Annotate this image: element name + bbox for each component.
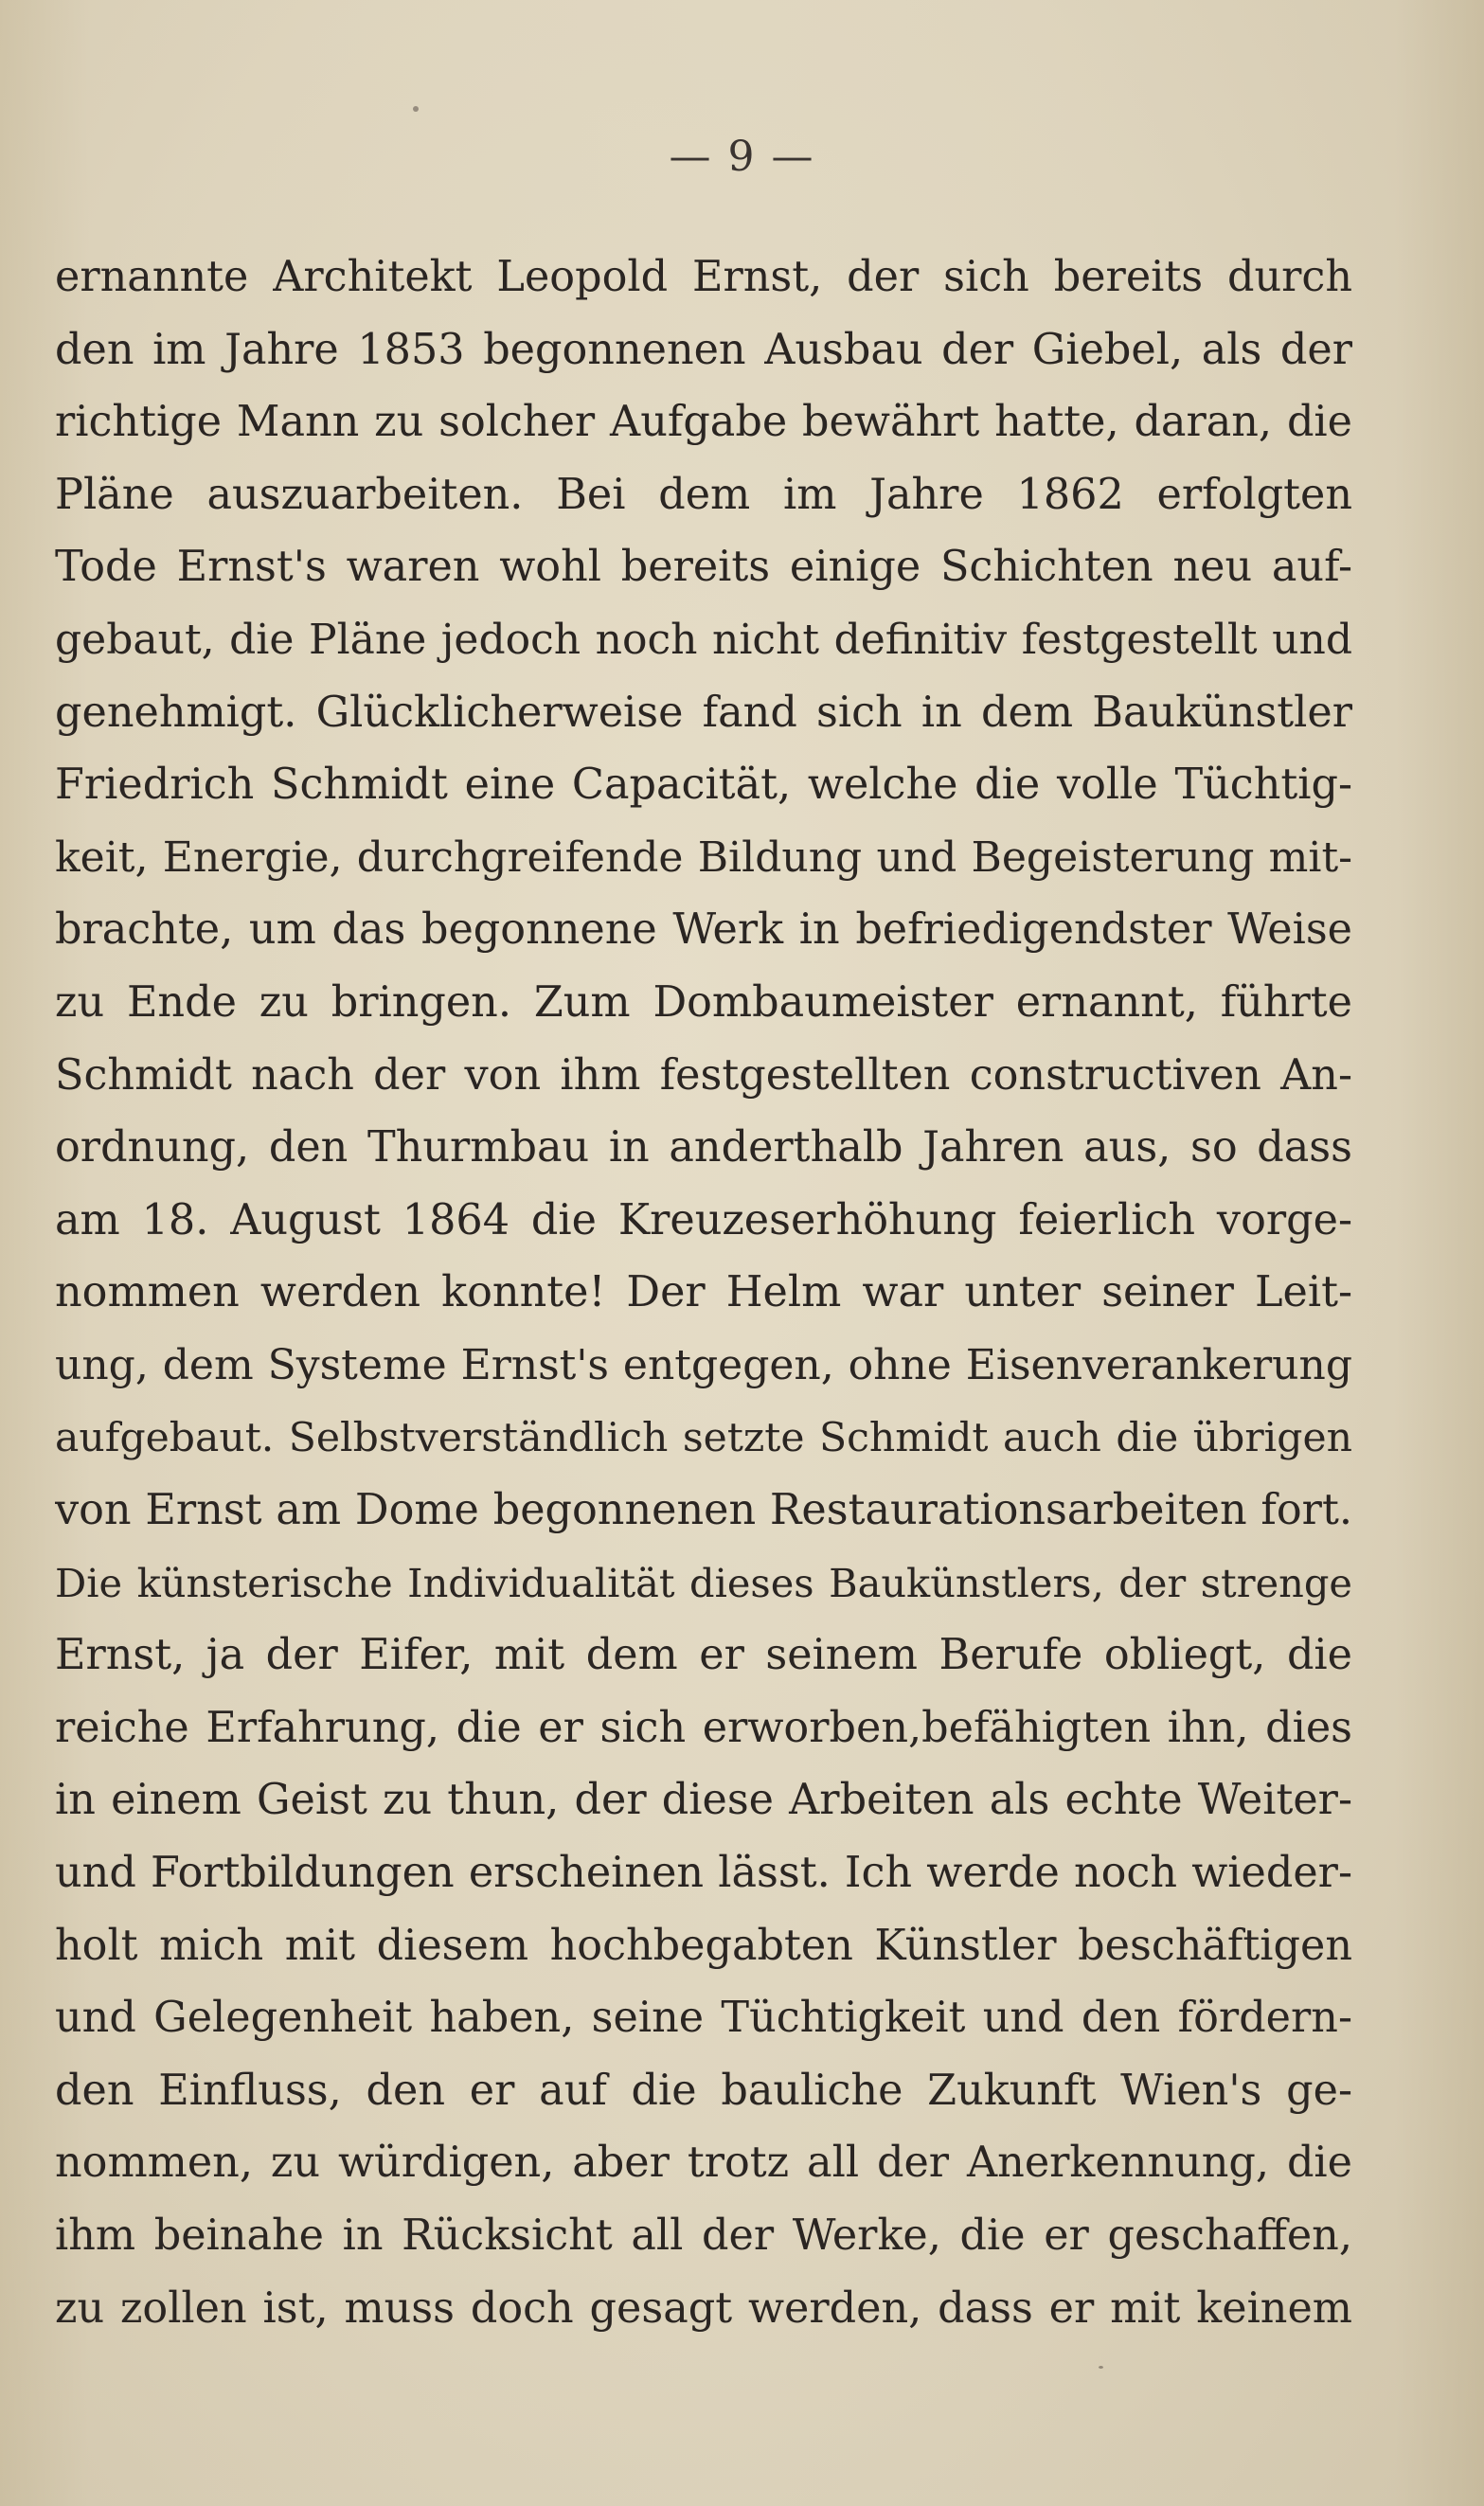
text-line: von Ernst am Dome begonnenen Restaurationsarbeiten fort. <box>55 1486 1352 1535</box>
text-line: ung, dem Systeme Ernst's entgegen, ohne Eisenverankerung <box>55 1340 1352 1389</box>
text-line: am 18. August 1864 die Kreuzeserhöhung feierlich vorge- <box>55 1195 1352 1244</box>
text-line: reiche Erfahrung, die er sich erworben,befähigten ihn, dies <box>55 1703 1352 1752</box>
text-line: Friedrich Schmidt eine Capacität, welche die volle Tüchtig- <box>55 761 1352 810</box>
text-line: und Fortbildungen erscheinen lässt. Ich werde noch wieder- <box>55 1849 1352 1898</box>
text-line: holt mich mit diesem hochbegabten Künstler beschäftigen <box>55 1921 1352 1970</box>
text-line: Pläne auszuarbeiten. Bei dem im Jahre 1862 erfolgten <box>55 470 1352 519</box>
text-line: zu Ende zu bringen. Zum Dombaumeister ernannt, führte <box>55 977 1352 1027</box>
text-line: nommen, zu würdigen, aber trotz all der Anerkennung, die <box>55 2139 1352 2188</box>
text-line: brachte, um das begonnene Werk in befriedigendster Weise <box>55 905 1352 955</box>
text-line: Ernst, ja der Eifer, mit dem er seinem Berufe obliegt, die <box>55 1631 1352 1680</box>
page-number: — 9 — <box>669 133 815 181</box>
text-line: Tode Ernst's waren wohl bereits einige Schichten neu auf- <box>55 543 1352 592</box>
text-line: richtige Mann zu solcher Aufgabe bewährt hatte, daran, die <box>55 398 1352 447</box>
text-line: gebaut, die Pläne jedoch noch nicht definitiv festgestellt und <box>55 615 1352 664</box>
paper-speck <box>1099 2366 1103 2369</box>
text-line: ihm beinahe in Rücksicht all der Werke, die er geschaffen, <box>55 2211 1352 2261</box>
text-line: den Einfluss, den er auf die bauliche Zukunft Wien's ge- <box>55 2066 1352 2115</box>
text-line: aufgebaut. Selbstverständlich setzte Schmidt auch die übrigen <box>55 1414 1352 1461</box>
text-line: nommen werden konnte! Der Helm war unter seiner Leit- <box>55 1268 1352 1317</box>
text-line: genehmigt. Glücklicherweise fand sich in dem Baukünstler <box>55 688 1352 737</box>
text-line: keit, Energie, durchgreifende Bildung und Begeisterung mit- <box>55 832 1352 882</box>
text-line: in einem Geist zu thun, der diese Arbeiten als echte Weiter- <box>55 1776 1352 1825</box>
text-line: und Gelegenheit haben, seine Tüchtigkeit und den fördern- <box>55 1994 1352 2043</box>
paper-speck <box>413 106 419 112</box>
text-line: den im Jahre 1853 begonnenen Ausbau der Giebel, als der <box>55 325 1352 374</box>
text-line: Schmidt nach der von ihm festgestellten constructiven An- <box>55 1050 1352 1100</box>
text-line: ernannte Architekt Leopold Ernst, der sich bereits durch <box>55 253 1352 301</box>
text-line: ordnung, den Thurmbau in anderthalb Jahren aus, so dass <box>55 1123 1352 1172</box>
body-text <box>55 242 1352 2345</box>
text-line: Die künsterische Individualität dieses Baukünstlers, der strenge <box>55 1559 1352 1606</box>
text-line: zu zollen ist, muss doch gesagt werden, dass er mit keinem <box>55 2283 1352 2333</box>
